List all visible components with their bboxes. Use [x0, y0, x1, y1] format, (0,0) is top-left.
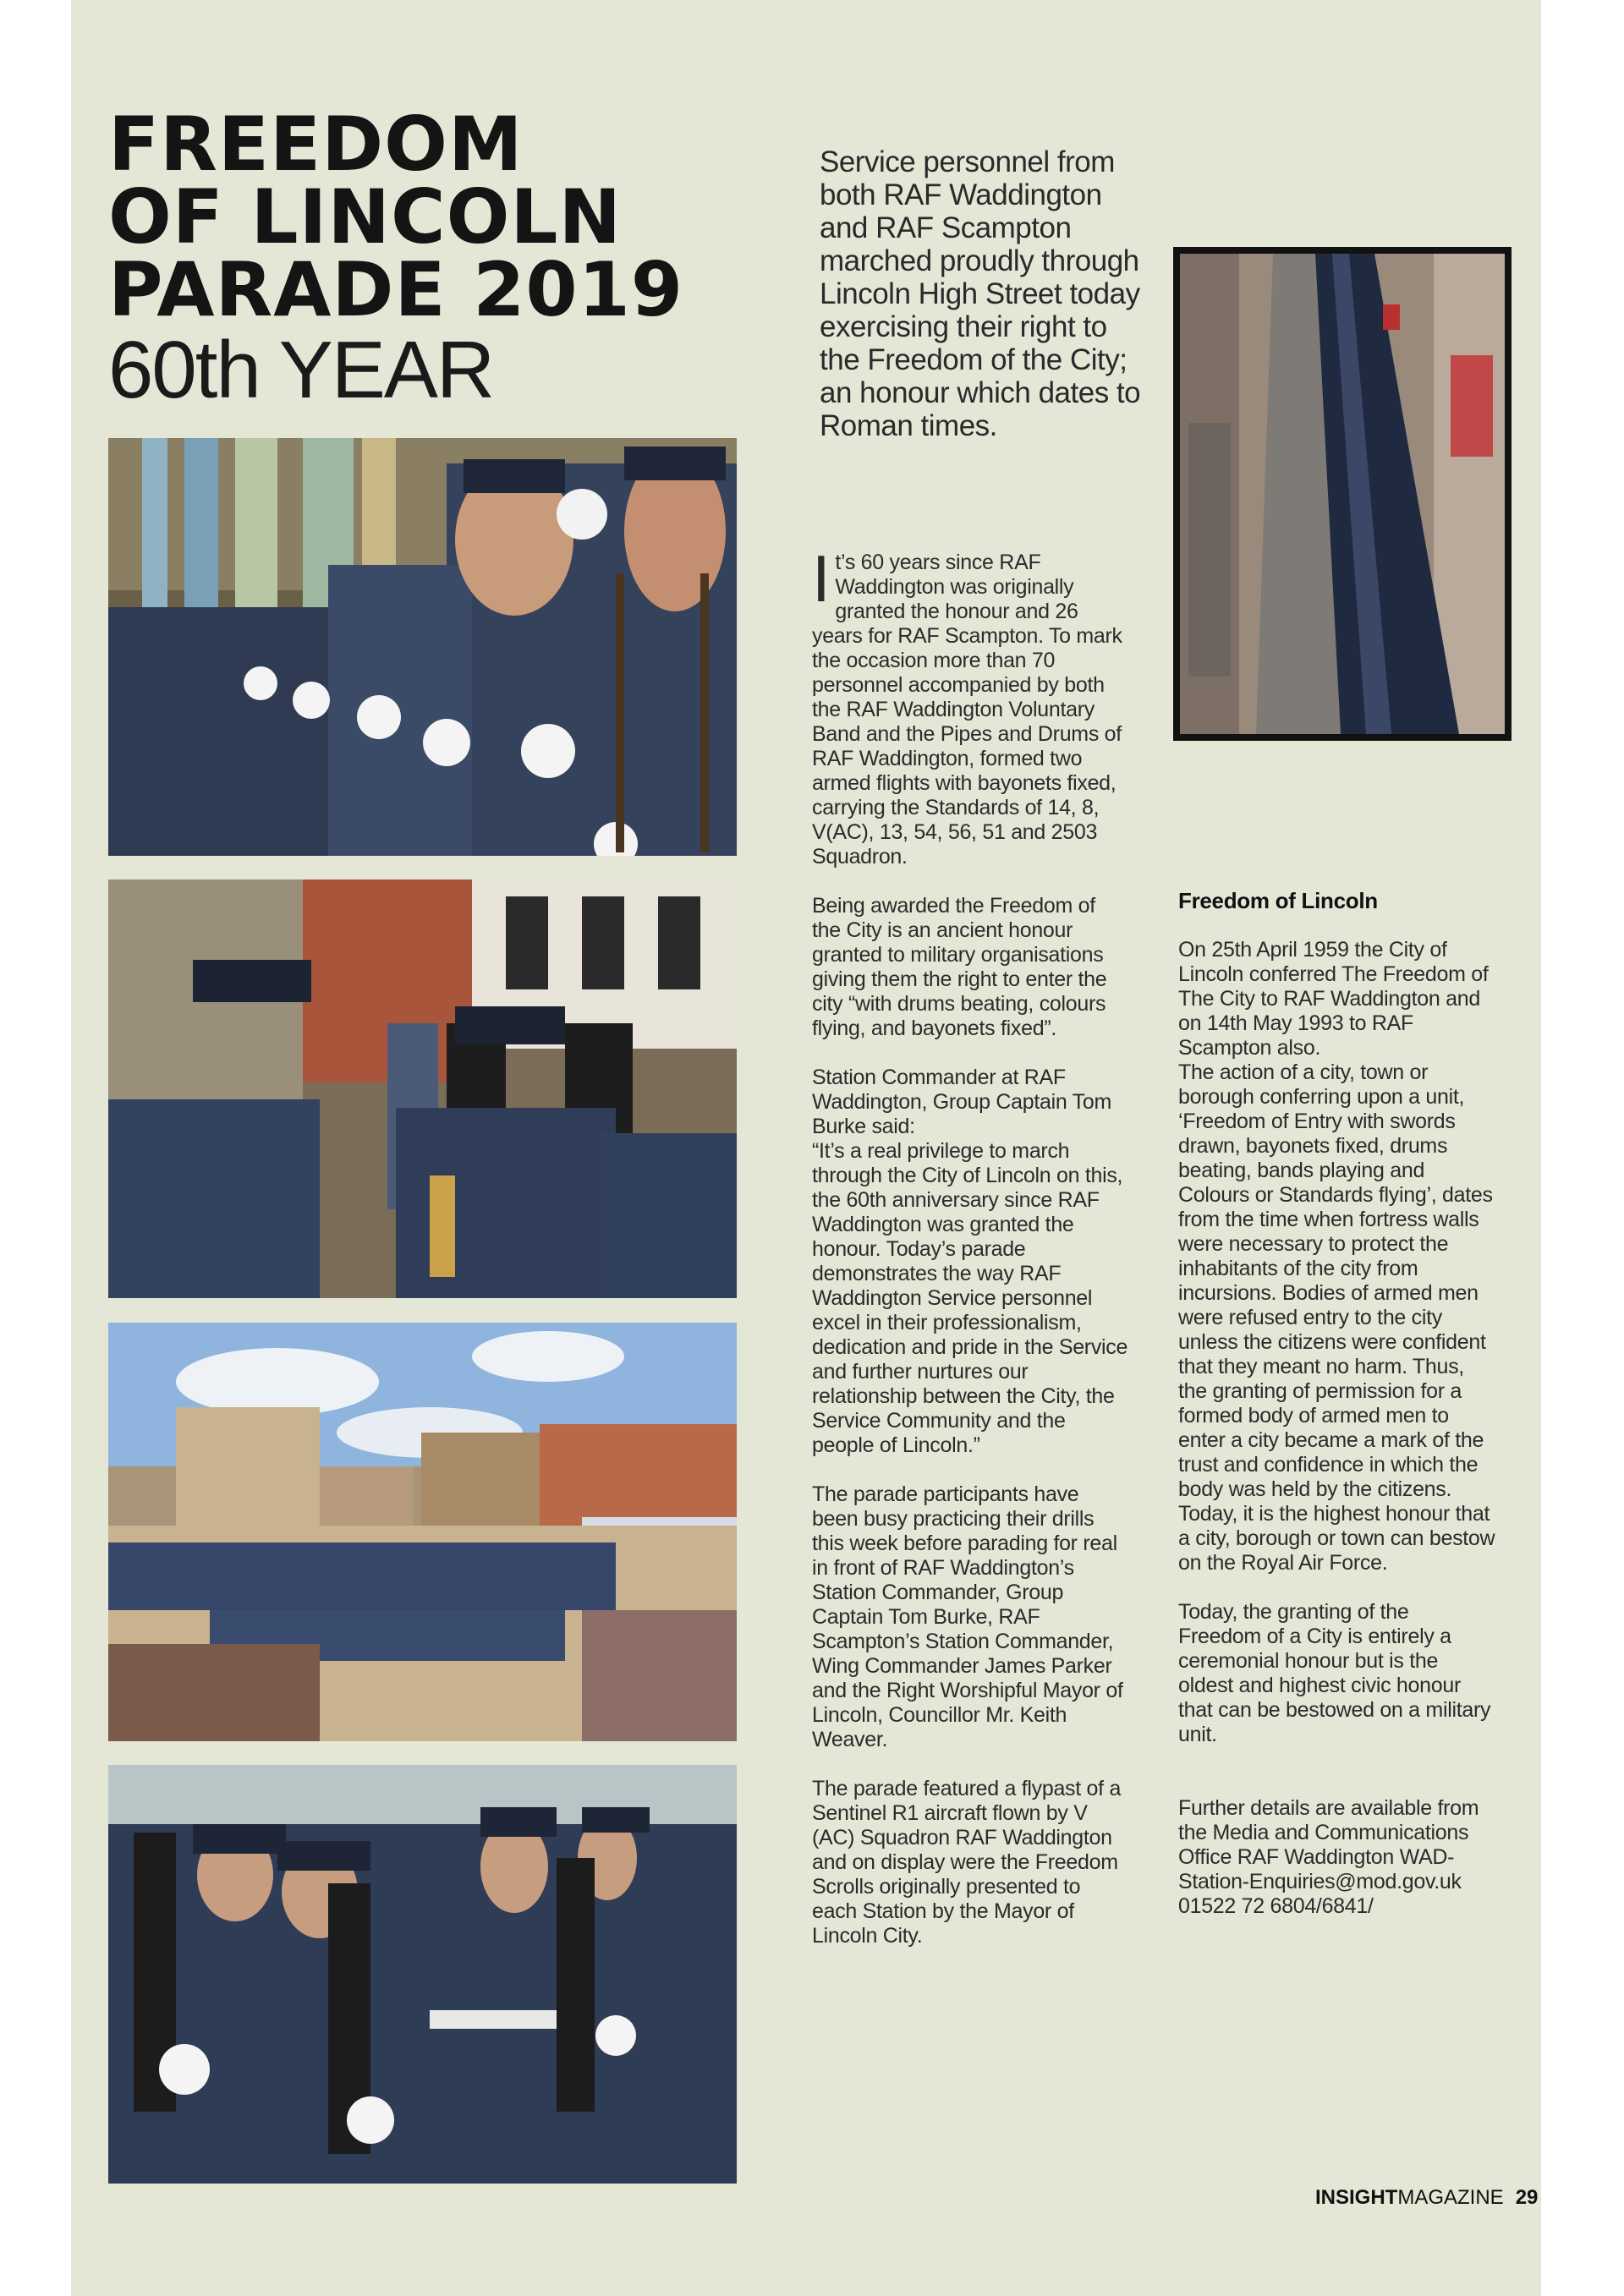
article-title — [108, 101, 684, 333]
intro-text: t’s 60 years since RAF Waddington was originally granted the honour and 26 years for RAF Scampton. To mark the occasion more than 70 personnel accompanied by both the RAF Waddington Voluntary Band and the Pipes and Drums of RAF Waddington, formed two armed flights with bayonets fixed, carrying the Standards of 14, 8, V(AC), 13, 54, 56, 51 and 2503 Squadron. — [812, 551, 1122, 869]
article-paragraph: On 25th April 1959 the City of Lincoln conferred The Freedom of The City to RAF Waddington and on 14th May 1993 to RAF Scampton also. The action of a city, town or borough conferring upon a unit, ‘Freedom of Entry with swords drawn, bayonets fixed, drums beating, bands playing and Colours or Standards flying’, dates from the time when fortress walls were necessary to protect the inhabitants of the city from incursions. Bodies of armed men were refused entry to the city unless the citizens were confident that they meant no harm. Thus, the granting of permission for a formed body of armed men to enter a city became a mark of the trust and confidence in which the body was held by the citizens. Today, it is the highest honour that a city, borough or town can bestow on the Royal Air Force. — [1178, 938, 1495, 1575]
magazine-brand-bold: INSIGHT — [1315, 2186, 1398, 2209]
page-footer — [1315, 2186, 1538, 2210]
photo-dignitaries-inspection — [108, 879, 737, 1298]
title-line-3: PARADE 2019 — [108, 246, 684, 333]
page-number: 29 — [1515, 2186, 1539, 2209]
article-paragraph: Today, the granting of the Freedom of a City is entirely a ceremonial honour but is the oldest and highest civic honour that can be bestowed on a military unit. — [1178, 1600, 1491, 1746]
article-paragraph: Being awarded the Freedom of the City is an ancient honour granted to military organisations giving them the right to enter the city “with drums beating, colours flying, and bayonets fixed”. — [812, 894, 1107, 1040]
title-line-1: FREEDOM — [108, 101, 524, 188]
drop-cap: I — [812, 541, 831, 616]
photo-armed-flight-marching — [108, 1765, 737, 2184]
article-lede: Service personnel from both RAF Waddington and RAF Scampton marched proudly through Lincoln High Street today exercising their right to the Freedom of the City; an honour which dates to Roman times. — [820, 145, 1141, 442]
article-subtitle: 60th YEAR — [108, 325, 494, 415]
title-line-2: OF LINCOLN — [108, 173, 623, 260]
article-paragraph-intro — [812, 541, 1129, 869]
article-paragraph: Station Commander at RAF Waddington, Group Captain Tom Burke said: “It’s a real privilege to march through the City of Lincoln on this, the 60th anniversary since RAF Waddington was granted the honour. Today’s parade demonstrates the way RAF Waddington Service personnel excel in their professionalism, dedication and pride in the Service and further nurtures our relationship between the City, the Service Community and the people of Lincoln.” — [812, 1066, 1128, 1457]
photo-standard-bearers — [108, 438, 737, 856]
section-heading: Freedom of Lincoln — [1178, 888, 1378, 913]
magazine-brand-light: MAGAZINE — [1397, 2186, 1504, 2209]
article-column-1 — [812, 541, 1129, 1973]
article-column-2 — [1178, 889, 1495, 1943]
photo-square-aerial — [108, 1323, 737, 1741]
contact-details: Further details are available from the Media and Communications Office RAF Waddington WAD-Station-Enquiries@mod.gov.uk 01522 72 6804/6841/ — [1178, 1796, 1479, 1918]
article-paragraph: The parade featured a flypast of a Sentinel R1 aircraft flown by V (AC) Squadron RAF Waddington and on display were the Freedom Scrolls originally presented to each Station by the Mayor of Lincoln City. — [812, 1777, 1122, 1948]
photo-high-street-aerial — [1173, 247, 1512, 741]
article-paragraph: The parade participants have been busy practicing their drills this week before parading for real in front of RAF Waddington’s Station Commander, Group Captain Tom Burke, RAF Scampton’s Station Commander, Wing Commander James Parker and the Right Worshipful Mayor of Lincoln, Councillor Mr. Keith Weaver. — [812, 1482, 1123, 1751]
